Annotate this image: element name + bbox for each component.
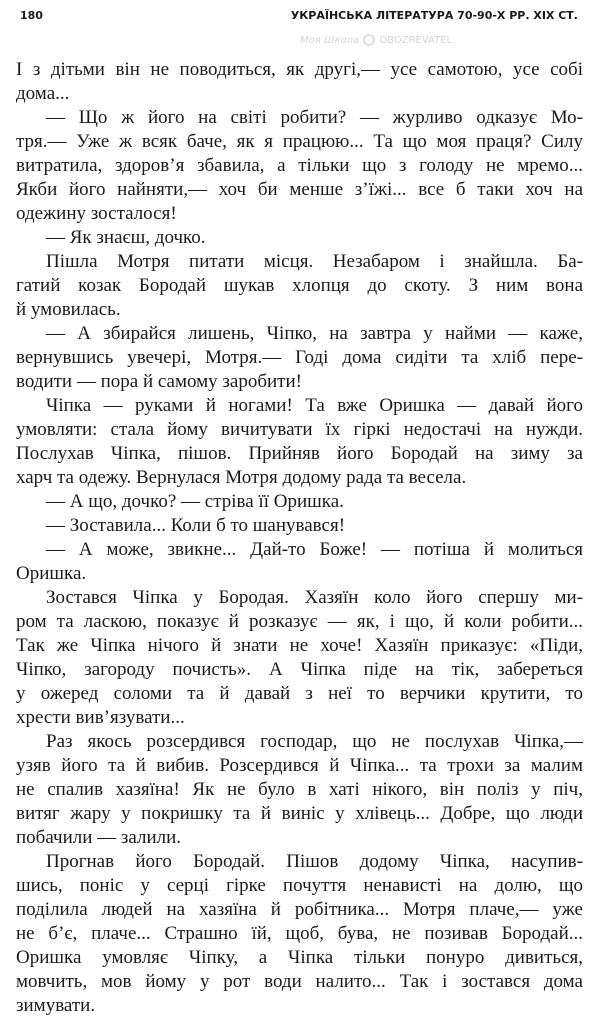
text-line: ром та ласкою, показує й розказує — як, і що, й коли робити...	[16, 611, 583, 632]
page-header	[20, 7, 578, 27]
text-line: одежину зосталося!	[16, 203, 177, 224]
text-line: Так же Чіпка нічого й знати не хоче! Хазяїн приказує: «Піди,	[16, 635, 583, 656]
text-line: мовчить, мов йому у рот води налито... Так і зостався дома	[16, 971, 583, 992]
text-line: — Зоставила... Коли б то шанувався!	[46, 515, 346, 536]
text-line: харч та одежу. Вернулася Мотря додому рада та весела.	[16, 467, 467, 488]
text-line: дома...	[16, 83, 70, 104]
text-line: Чіпка — руками й ногами! Та вже Оришка — давай його	[46, 395, 583, 416]
text-line: — Що ж його на світі робити? — журливо одказує Мо-	[46, 107, 583, 128]
paragraph	[16, 586, 583, 730]
text-line: витратила, здоров’я збавила, а тільки що з голоду не мремо...	[16, 155, 583, 176]
text-line: узяв його та й вибив. Розсердився й Чіпка... та трохи за малим	[16, 755, 583, 776]
body-text	[16, 58, 583, 1018]
text-line: зимувати.	[16, 995, 96, 1016]
paragraph	[16, 322, 583, 394]
text-line: — А може, звикне... Дай-то Боже! — потіша й молиться	[46, 539, 583, 560]
text-line: поділила людей на хазяїна й робітника... Мотря плаче,— уже	[16, 899, 583, 920]
text-line: шись, поніс у серці гірке почуття ненависті на долю, що	[16, 875, 583, 896]
text-line: умовляти: стала йому вичитувати їх гіркі недостачі на нужди.	[16, 419, 583, 440]
text-line: водити — пора й самому заробити!	[16, 371, 302, 392]
text-line: Прогнав його Бородай. Пішов додому Чіпка, насупив-	[46, 851, 583, 872]
text-line: Пішла Мотря питати місця. Незабаром і знайшла. Ба-	[46, 251, 583, 272]
paragraph	[16, 250, 583, 322]
text-line: гатий козак Бородай шукав хлопця до скоту. З ним вона	[16, 275, 583, 296]
watermark-brand: OBOZREVATEL	[379, 35, 453, 46]
text-line: й умовилась.	[16, 299, 121, 320]
text-line: — А що, дочко? — стріва її Оришка.	[46, 491, 344, 512]
text-line: не б’є, плаче... Страшно їй, щоб, бува, не позивав Бородай...	[16, 923, 583, 944]
paragraph	[16, 58, 583, 106]
paragraph	[16, 490, 583, 514]
text-line: — А збирайся лишень, Чіпко, на завтра у найми — каже,	[46, 323, 583, 344]
page-number: 180	[20, 9, 43, 22]
text-line: вернувшись увечері, Мотря.— Годі дома сидіти та хліб пере-	[16, 347, 583, 368]
text-line: Якби його найняти,— хоч би менше з’їжі... все б таки хоч на	[16, 179, 583, 200]
paragraph	[16, 106, 583, 226]
watermark-brand: Моя Школа	[300, 35, 360, 46]
text-line: хрести вив’язувати...	[16, 707, 185, 728]
text-line: І з дітьми він не поводиться, як другі,— усе самотою, усе собі	[16, 59, 583, 80]
text-line: у ожеред соломи та й давай з неї то верчики крутити, то	[16, 683, 583, 704]
text-line: побачили — залили.	[16, 827, 182, 848]
paragraph	[16, 514, 583, 538]
text-line: Оришка умовляє Чіпку, а Чіпка тільки понуро дивиться,	[16, 947, 583, 968]
paragraph	[16, 850, 583, 1018]
paragraph	[16, 730, 583, 850]
watermark-logo-icon	[363, 34, 375, 46]
text-line: — Як знаєш, дочко.	[46, 227, 206, 248]
text-line: Раз якось розсердився господар, що не послухав Чіпка,—	[46, 731, 583, 752]
text-line: Оришка.	[16, 563, 87, 584]
paragraph	[16, 226, 583, 250]
text-line: тря.— Уже ж всяк баче, як я працюю... Та що моя праця? Силу	[16, 131, 583, 152]
text-line: Зостався Чіпка у Бородая. Хазяїн коло його спершу ми-	[46, 587, 583, 608]
text-line: Чіпко, загороду почисть». А Чіпка піде на тік, забереться	[16, 659, 583, 680]
paragraph	[16, 394, 583, 490]
running-title: УКРАЇНСЬКА ЛІТЕРАТУРА 70-90-Х РР. XIX СТ.	[290, 9, 578, 22]
text-line: витяг жару у покришку та й виніс у хлівець... Добре, що люди	[16, 803, 583, 824]
text-line: Послухав Чіпка, пішов. Прийняв його Бородай на зиму за	[16, 443, 583, 464]
watermark	[300, 34, 452, 48]
paragraph	[16, 538, 583, 586]
text-line: не спалив хазяїна! Як не було в хаті нікого, він поліз у піч,	[16, 779, 583, 800]
